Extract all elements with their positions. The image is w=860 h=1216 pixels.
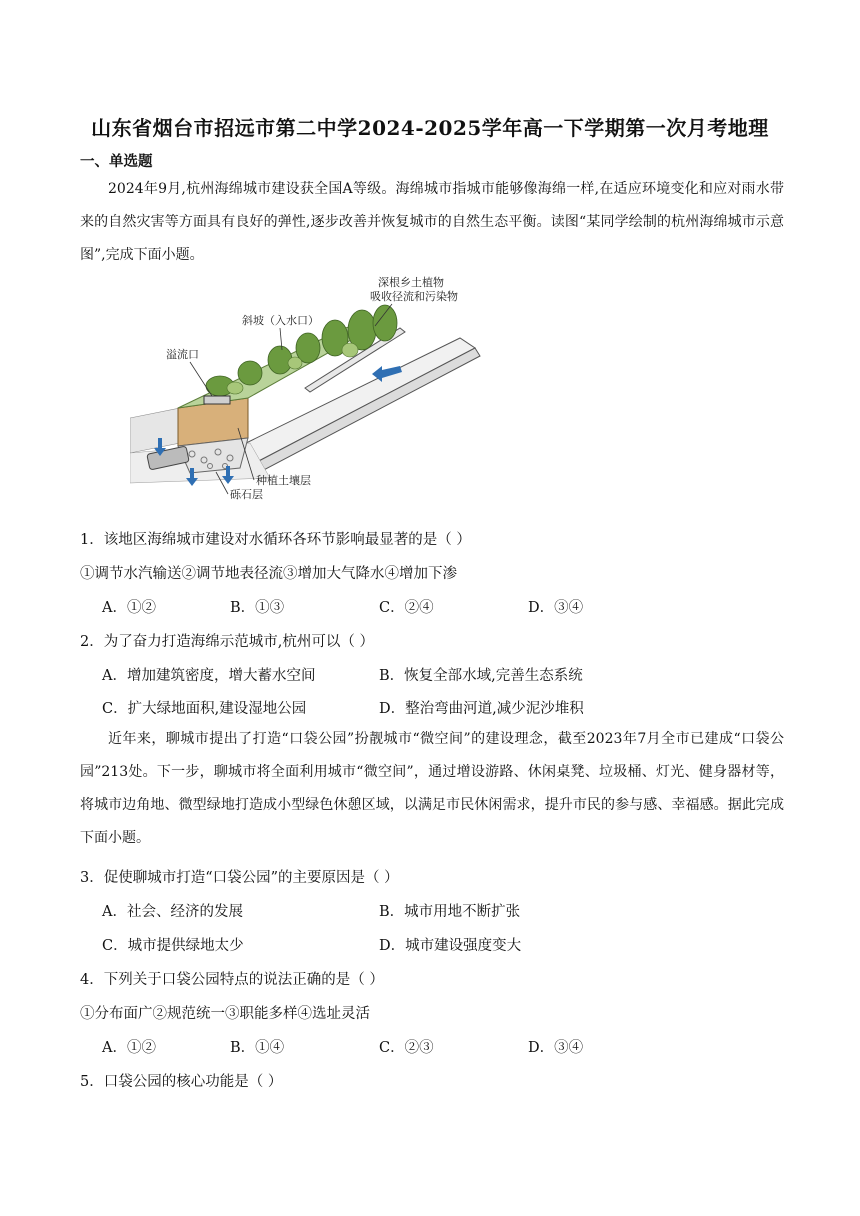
page-title: 山东省烟台市招远市第二中学2024-2025学年高一下学期第一次月考地理 — [91, 116, 769, 140]
q5-stem: 5．口袋公园的核心功能是（ ） — [80, 1074, 283, 1090]
q1-option-a[interactable]: A．①② — [102, 600, 156, 616]
q3-option-c[interactable]: C．城市提供绿地太少 — [102, 938, 244, 954]
label-slope-inlet: 斜坡（入水口） — [242, 314, 319, 327]
q2-option-d[interactable]: D．整治弯曲河道,减少泥沙堆积 — [379, 701, 584, 717]
q1-option-c[interactable]: C．②④ — [379, 600, 434, 616]
q1-option-b[interactable]: B．①③ — [230, 600, 285, 616]
q1-stem: 1．该地区海绵城市建设对水循环各环节影响最显著的是（ ） — [80, 532, 471, 548]
label-deep-root-plants: 深根乡土植物 — [378, 276, 444, 289]
sponge-city-figure — [130, 268, 490, 500]
q4-stem: 4．下列关于口袋公园特点的说法正确的是（ ） — [80, 972, 384, 988]
sponge-city-illustration — [130, 268, 490, 500]
q4-items: ①分布面广②规范统一③职能多样④选址灵活 — [80, 1006, 370, 1022]
material-paragraph-1: 2024年9月,杭州海绵城市建设获全国A等级。海绵城市指城市能够像海绵一样,在适应环境变化和应对雨水带来的自然灾害等方面具有良好的弹性,逐步改善并恢复城市的自然生态平衡。读图“某同学绘制的杭州海绵城市示意图”,完成下面小题。 — [80, 181, 784, 263]
q4-option-d[interactable]: D．③④ — [528, 1040, 584, 1056]
q3-stem: 3．促使聊城市打造“口袋公园”的主要原因是（ ） — [80, 870, 399, 886]
q2-option-a[interactable]: A．增加建筑密度，增大蓄水空间 — [102, 668, 316, 684]
material-paragraph-2: 近年来，聊城市提出了打造“口袋公园”扮靓城市“微空间”的建设理念，截至2023年7月全市已建成“口袋公园”213处。下一步，聊城市将全面利用城市“微空间”，通过增设游路、休闲桌凳、垃圾桶、灯光、健身器材等，将城市边角地、微型绿地打造成小型绿色休憩区域，以满足市民休闲需求，提升市民的参与感、幸福感。据此完成下面小题。 — [80, 731, 784, 846]
q4-option-c[interactable]: C．②③ — [379, 1040, 434, 1056]
label-soil-layer: 种植土壤层 — [256, 474, 311, 487]
q4-option-a[interactable]: A．①② — [102, 1040, 156, 1056]
label-overflow: 溢流口 — [166, 348, 199, 361]
q2-stem: 2．为了奋力打造海绵示范城市,杭州可以（ ） — [80, 634, 374, 650]
q3-option-d[interactable]: D．城市建设强度变大 — [379, 938, 522, 954]
q2-option-c[interactable]: C．扩大绿地面积,建设湿地公园 — [102, 701, 307, 717]
q1-items: ①调节水汽输送②调节地表径流③增加大气降水④增加下渗 — [80, 566, 457, 582]
q4-option-b[interactable]: B．①④ — [230, 1040, 285, 1056]
section-heading: 一、单选题 — [80, 154, 153, 170]
label-gravel-layer: 砾石层 — [230, 488, 263, 500]
q3-option-a[interactable]: A．社会、经济的发展 — [102, 904, 243, 920]
q1-option-d[interactable]: D．③④ — [528, 600, 584, 616]
label-absorb-runoff: 吸收径流和污染物 — [370, 290, 458, 303]
q2-option-b[interactable]: B．恢复全部水域,完善生态系统 — [379, 668, 583, 684]
q3-option-b[interactable]: B．城市用地不断扩张 — [379, 904, 521, 920]
